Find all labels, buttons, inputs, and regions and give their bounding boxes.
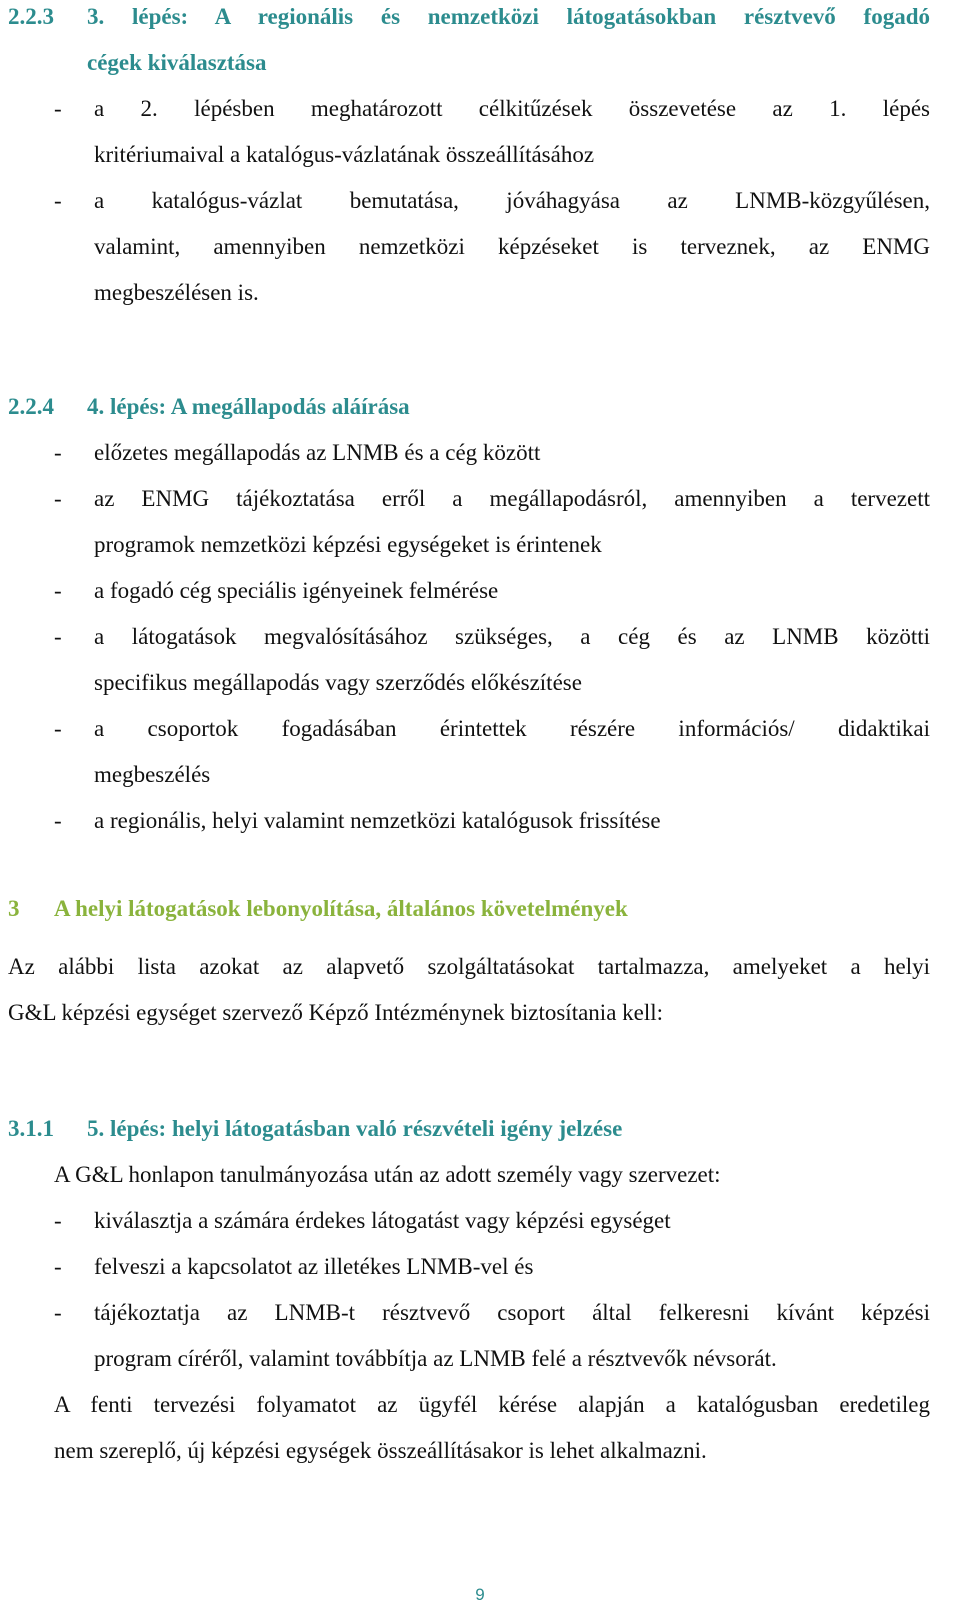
list-item-223-2-line2: valamint, amennyiben nemzetközi képzéseket is terveznek, az ENMG [94,234,930,259]
paragraph-311-line1: A fenti tervezési folyamatot az ügyfél kérése alapján a katalógusban eredetileg [54,1392,930,1417]
list-item-224-6: a regionális, helyi valamint nemzetközi katalógusok frissítése [94,808,661,833]
paragraph-311-line2: nem szereplő, új képzési egységek összeállításakor is lehet alkalmazni. [54,1438,707,1463]
section-title-3: A helyi látogatások lebonyolítása, általános követelmények [54,896,628,921]
bullet-dash: - [54,440,62,465]
paragraph-311-intro: A G&L honlapon tanulmányozása után az adott személy vagy szervezet: [54,1162,721,1187]
section-title-311: 5. lépés: helyi látogatásban való részvételi igény jelzése [87,1116,623,1141]
list-item-311-3-line1: tájékoztatja az LNMB-t résztvevő csoport által felkeresni kívánt képzési [94,1300,930,1325]
bullet-dash: - [54,96,62,121]
list-item-224-2-line1: az ENMG tájékoztatása erről a megállapodásról, amennyiben a tervezett [94,486,930,511]
bullet-dash: - [54,188,62,213]
bullet-dash: - [54,716,62,741]
paragraph-3-line1: Az alábbi lista azokat az alapvető szolgáltatásokat tartalmazza, amelyeket a helyi [8,954,930,979]
list-item-223-2-line1: a katalógus-vázlat bemutatása, jóváhagyása az LNMB-közgyűlésen, [94,188,930,213]
bullet-dash: - [54,1300,62,1325]
section-title-223-line1: 3. lépés: A regionális és nemzetközi látogatásokban résztvevő fogadó [87,4,930,29]
bullet-dash: - [54,578,62,603]
list-item-224-5-line1: a csoportok fogadásában érintettek részére információs/ didaktikai [94,716,930,741]
list-item-224-1: előzetes megállapodás az LNMB és a cég között [94,440,541,465]
list-item-311-3-line2: program círéről, valamint továbbítja az LNMB felé a résztvevők névsorát. [94,1346,777,1371]
list-item-224-5-line2: megbeszélés [94,762,211,787]
list-item-224-4-line2: specifikus megállapodás vagy szerződés előkészítése [94,670,582,695]
section-title-223-line2: cégek kiválasztása [87,50,267,75]
section-number-224: 2.2.4 [8,394,54,419]
list-item-311-1: kiválasztja a számára érdekes látogatást vagy képzési egységet [94,1208,671,1233]
bullet-dash: - [54,1254,62,1279]
list-item-223-1-line2: kritériumaival a katalógus-vázlatának összeállításához [94,142,595,167]
bullet-dash: - [54,1208,62,1233]
section-number-3: 3 [8,896,20,921]
paragraph-3-line2: G&L képzési egységet szervező Képző Intézménynek biztosítania kell: [8,1000,664,1025]
list-item-224-3: a fogadó cég speciális igényeinek felmérése [94,578,499,603]
bullet-dash: - [54,486,62,511]
list-item-223-1-line1: a 2. lépésben meghatározott célkitűzések összevetése az 1. lépés [94,96,930,121]
list-item-311-2: felveszi a kapcsolatot az illetékes LNMB-vel és [94,1254,534,1279]
section-number-311: 3.1.1 [8,1116,54,1141]
bullet-dash: - [54,624,62,649]
list-item-224-4-line1: a látogatások megvalósításához szükséges, a cég és az LNMB közötti [94,624,930,649]
list-item-224-2-line2: programok nemzetközi képzési egységeket is érintenek [94,532,602,557]
page-number: 9 [475,1585,485,1604]
list-item-223-2-line3: megbeszélésen is. [94,280,259,305]
section-title-224: 4. lépés: A megállapodás aláírása [87,394,410,419]
bullet-dash: - [54,808,62,833]
section-number-223: 2.2.3 [8,4,54,29]
